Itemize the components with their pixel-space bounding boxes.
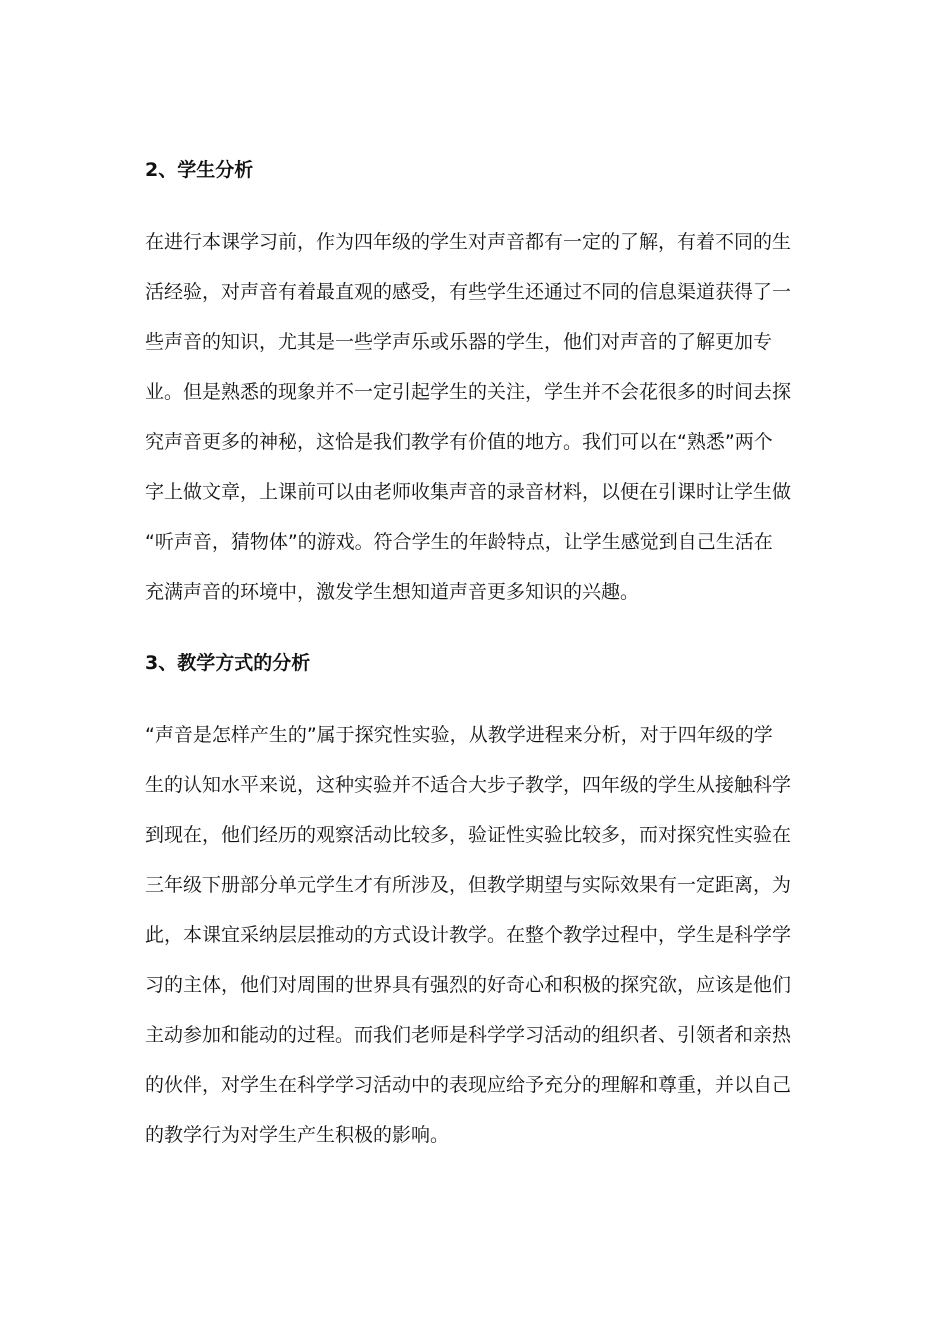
text-line: 字上做文章，上课前可以由老师收集声音的录音材料，以便在引课时让学生做 xyxy=(145,481,792,503)
text-line: 此，本课宜采纳层层推动的方式设计教学。在整个教学过程中，学生是科学学 xyxy=(145,924,792,946)
section-heading-student-analysis: 2、学生分析 xyxy=(145,159,254,181)
text-line: “听声音，猜物体”的游戏。符合学生的年龄特点，让学生感觉到自己生活在 xyxy=(145,531,773,553)
text-line: 的教学行为对学生产生积极的影响。 xyxy=(145,1124,450,1146)
text-line: 业。但是熟悉的现象并不一定引起学生的关注，学生并不会花很多的时间去探 xyxy=(145,381,792,403)
text-line: 充满声音的环境中，激发学生想知道声音更多知识的兴趣。 xyxy=(145,581,640,603)
text-line: 的伙伴，对学生在科学学习活动中的表现应给予充分的理解和尊重，并以自己 xyxy=(145,1074,792,1096)
text-line: “声音是怎样产生的”属于探究性实验，从教学进程来分析，对于四年级的学 xyxy=(145,724,773,746)
paragraph-student-analysis xyxy=(145,217,791,617)
text-line: 究声音更多的神秘，这恰是我们教学有价值的地方。我们可以在“熟悉”两个 xyxy=(145,431,773,453)
text-line: 在进行本课学习前，作为四年级的学生对声音都有一定的了解，有着不同的生 xyxy=(145,231,792,253)
text-line: 些声音的知识，尤其是一些学声乐或乐器的学生，他们对声音的了解更加专 xyxy=(145,331,773,353)
text-line: 习的主体，他们对周围的世界具有强烈的好奇心和积极的探究欲，应该是他们 xyxy=(145,974,792,996)
section-heading-teaching-method: 3、教学方式的分析 xyxy=(145,652,311,674)
text-line: 到现在，他们经历的观察活动比较多，验证性实验比较多，而对探究性实验在 xyxy=(145,824,792,846)
text-line: 生的认知水平来说，这种实验并不适合大步子教学，四年级的学生从接触科学 xyxy=(145,774,792,796)
text-line: 三年级下册部分单元学生才有所涉及，但教学期望与实际效果有一定距离，为 xyxy=(145,874,792,896)
paragraph-teaching-method xyxy=(145,710,791,1160)
text-line: 主动参加和能动的过程。而我们老师是科学学习活动的组织者、引领者和亲热 xyxy=(145,1024,792,1046)
text-line: 活经验，对声音有着最直观的感受，有些学生还通过不同的信息渠道获得了一 xyxy=(145,281,792,303)
